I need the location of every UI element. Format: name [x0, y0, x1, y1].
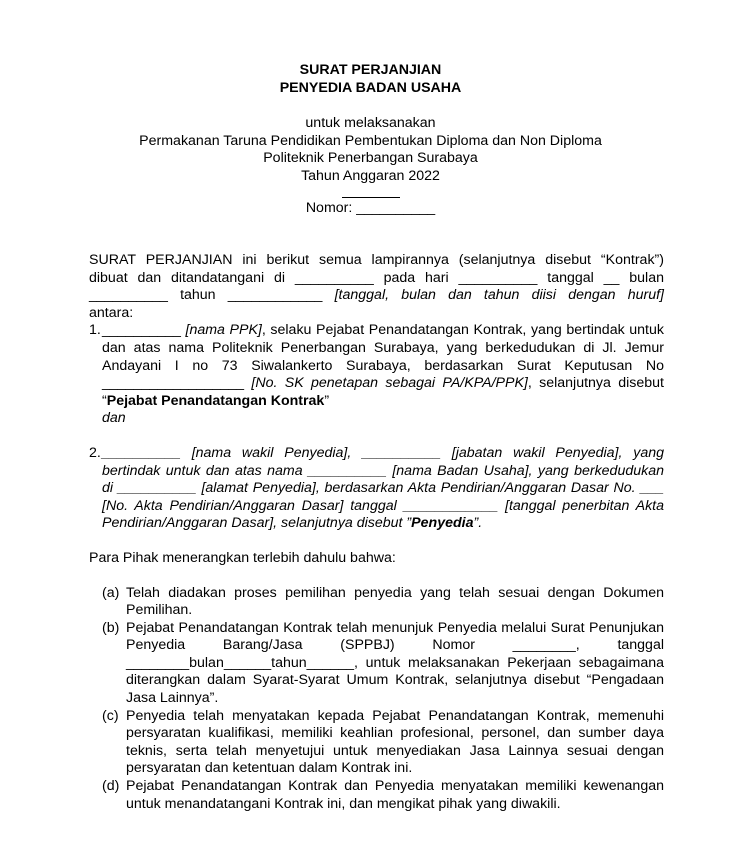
party-1-close-quote: ”: [324, 392, 330, 409]
party-1-sk-note: [No. SK penetapan sebagai PA/KPA/PPK]: [251, 375, 528, 392]
party-2-number: 2.: [89, 444, 101, 461]
point-b-text: Pejabat Penandatangan Kontrak telah menunjuk Penyedia melalui Surat Penunjukan Penyedia Barang/Jasa (SPPBJ) Nomor ________, tanggal ________bulan______tahun______, untuk melaksanakan Pekerjaan sebagaimana diterangkan dalam Syarat-Syarat Umum Kontrak, selanjutnya disebut “Pengadaan Jasa Lainnya”.: [126, 619, 664, 707]
party-2-text: [102, 445, 664, 533]
subtitle-line-4: Tahun Anggaran 2022: [301, 167, 440, 184]
divider-line: [0, 186, 741, 200]
point-c: [89, 708, 664, 778]
point-a-mark: (a): [102, 584, 120, 601]
party-2-blank: __________: [102, 444, 181, 461]
point-d-text: Pejabat Penandatangan Kontrak dan Penyedia menyatakan memiliki kewenangan untuk menandatangani Kontrak ini, dan mengikat pihak yang diwakili.: [126, 778, 664, 812]
point-d: [89, 778, 664, 813]
intro-line-3: [89, 287, 664, 305]
party-1-dan: dan: [102, 410, 126, 427]
intro-line-3-blanks: __________ tahun ____________: [89, 287, 323, 304]
point-c-mark: (c): [102, 707, 119, 724]
subtitle-line-2: Permakanan Taruna Pendidikan Pembentukan Diploma dan Non Diploma: [139, 132, 602, 149]
intro-line-3-note: [tanggal, bulan dan tahun diisi dengan huruf]: [334, 287, 664, 304]
party-2-blank-2: , __________: [347, 444, 441, 461]
subtitle-line-1: untuk melaksanakan: [305, 115, 436, 132]
point-d-mark: (d): [102, 778, 120, 795]
point-c-text: Penyedia telah menyatakan kepada Pejabat Penandatangan Kontrak, memenuhi persyaratan kualifikasi, memiliki keahlian profesional, personel, dan sumber daya teknis, serta telah menyetujui untuk menyediakan Jasa Lainnya sesuai dengan persyaratan dan ketentuan dalam Kontrak ini.: [126, 707, 664, 777]
intro-line-4: antara:: [89, 304, 134, 321]
title-line-1: SURAT PERJANJIAN: [299, 62, 442, 78]
party-1-selanjutnya: , selanjutnya disebut “: [102, 375, 664, 409]
intro-line-2: dibuat dan ditandatangani di __________ pada hari __________ tanggal __ bulan: [89, 269, 664, 286]
party-2: [89, 445, 664, 533]
para-pihak-line: Para Pihak menerangkan terlebih dahulu bahwa:: [89, 549, 396, 566]
party-1-role: Pejabat Penandatangan Kontrak: [106, 392, 325, 409]
document-body: [89, 252, 664, 813]
party-1-ppk-note: [nama PPK]: [185, 322, 262, 339]
party-1-number: 1.: [89, 322, 101, 339]
intro-line-1: SURAT PERJANJIAN ini berikut semua lampirannya (selanjutnya disebut “Kontrak”): [89, 252, 664, 268]
party-2-wakil-note: [nama wakil Penyedia]: [191, 444, 348, 461]
party-2-role: Penyedia: [411, 515, 474, 532]
party-1-body: , selaku Pejabat Penandatangan Kontrak, yang bertindak untuk dan atas nama Politeknik Penerbangan Surabaya, yang berkedudukan di Jl. Jemur Andayani I no 73 Siwalankerto Surabaya, berdasarkan Surat Keputusan No __________________: [102, 322, 664, 392]
point-b: [89, 620, 664, 708]
subtitle-line-3: Politeknik Penerbangan Surabaya: [263, 150, 478, 167]
party-2-close-quote: ”.: [473, 515, 483, 532]
title-line-2: PENYEDIA BADAN USAHA: [279, 79, 462, 96]
party-1-text: [102, 322, 664, 428]
nomor-line: Nomor: __________: [305, 199, 436, 216]
document-header: [0, 62, 741, 217]
point-a: [89, 585, 664, 620]
point-b-mark: (b): [102, 619, 120, 636]
point-a-text: Telah diadakan proses pemilihan penyedia yang telah sesuai dengan Dokumen Pemilihan.: [126, 584, 664, 619]
party-1: [89, 322, 664, 428]
party-1-blank: __________: [102, 322, 181, 339]
party-2-body: [jabatan wakil Penyedia], yang bertindak untuk dan atas nama __________ [nama Badan Usaha], yang berkedudukan di __________ [alamat Penyedia], berdasarkan Akta Pendirian/Anggaran Dasar No. ___ [No. Akta Pendirian/Anggaran Dasar] tanggal ____________ [tanggal penerbitan Akta Pendirian/Anggaran Dasar], selanjutnya disebut ”: [102, 444, 664, 532]
